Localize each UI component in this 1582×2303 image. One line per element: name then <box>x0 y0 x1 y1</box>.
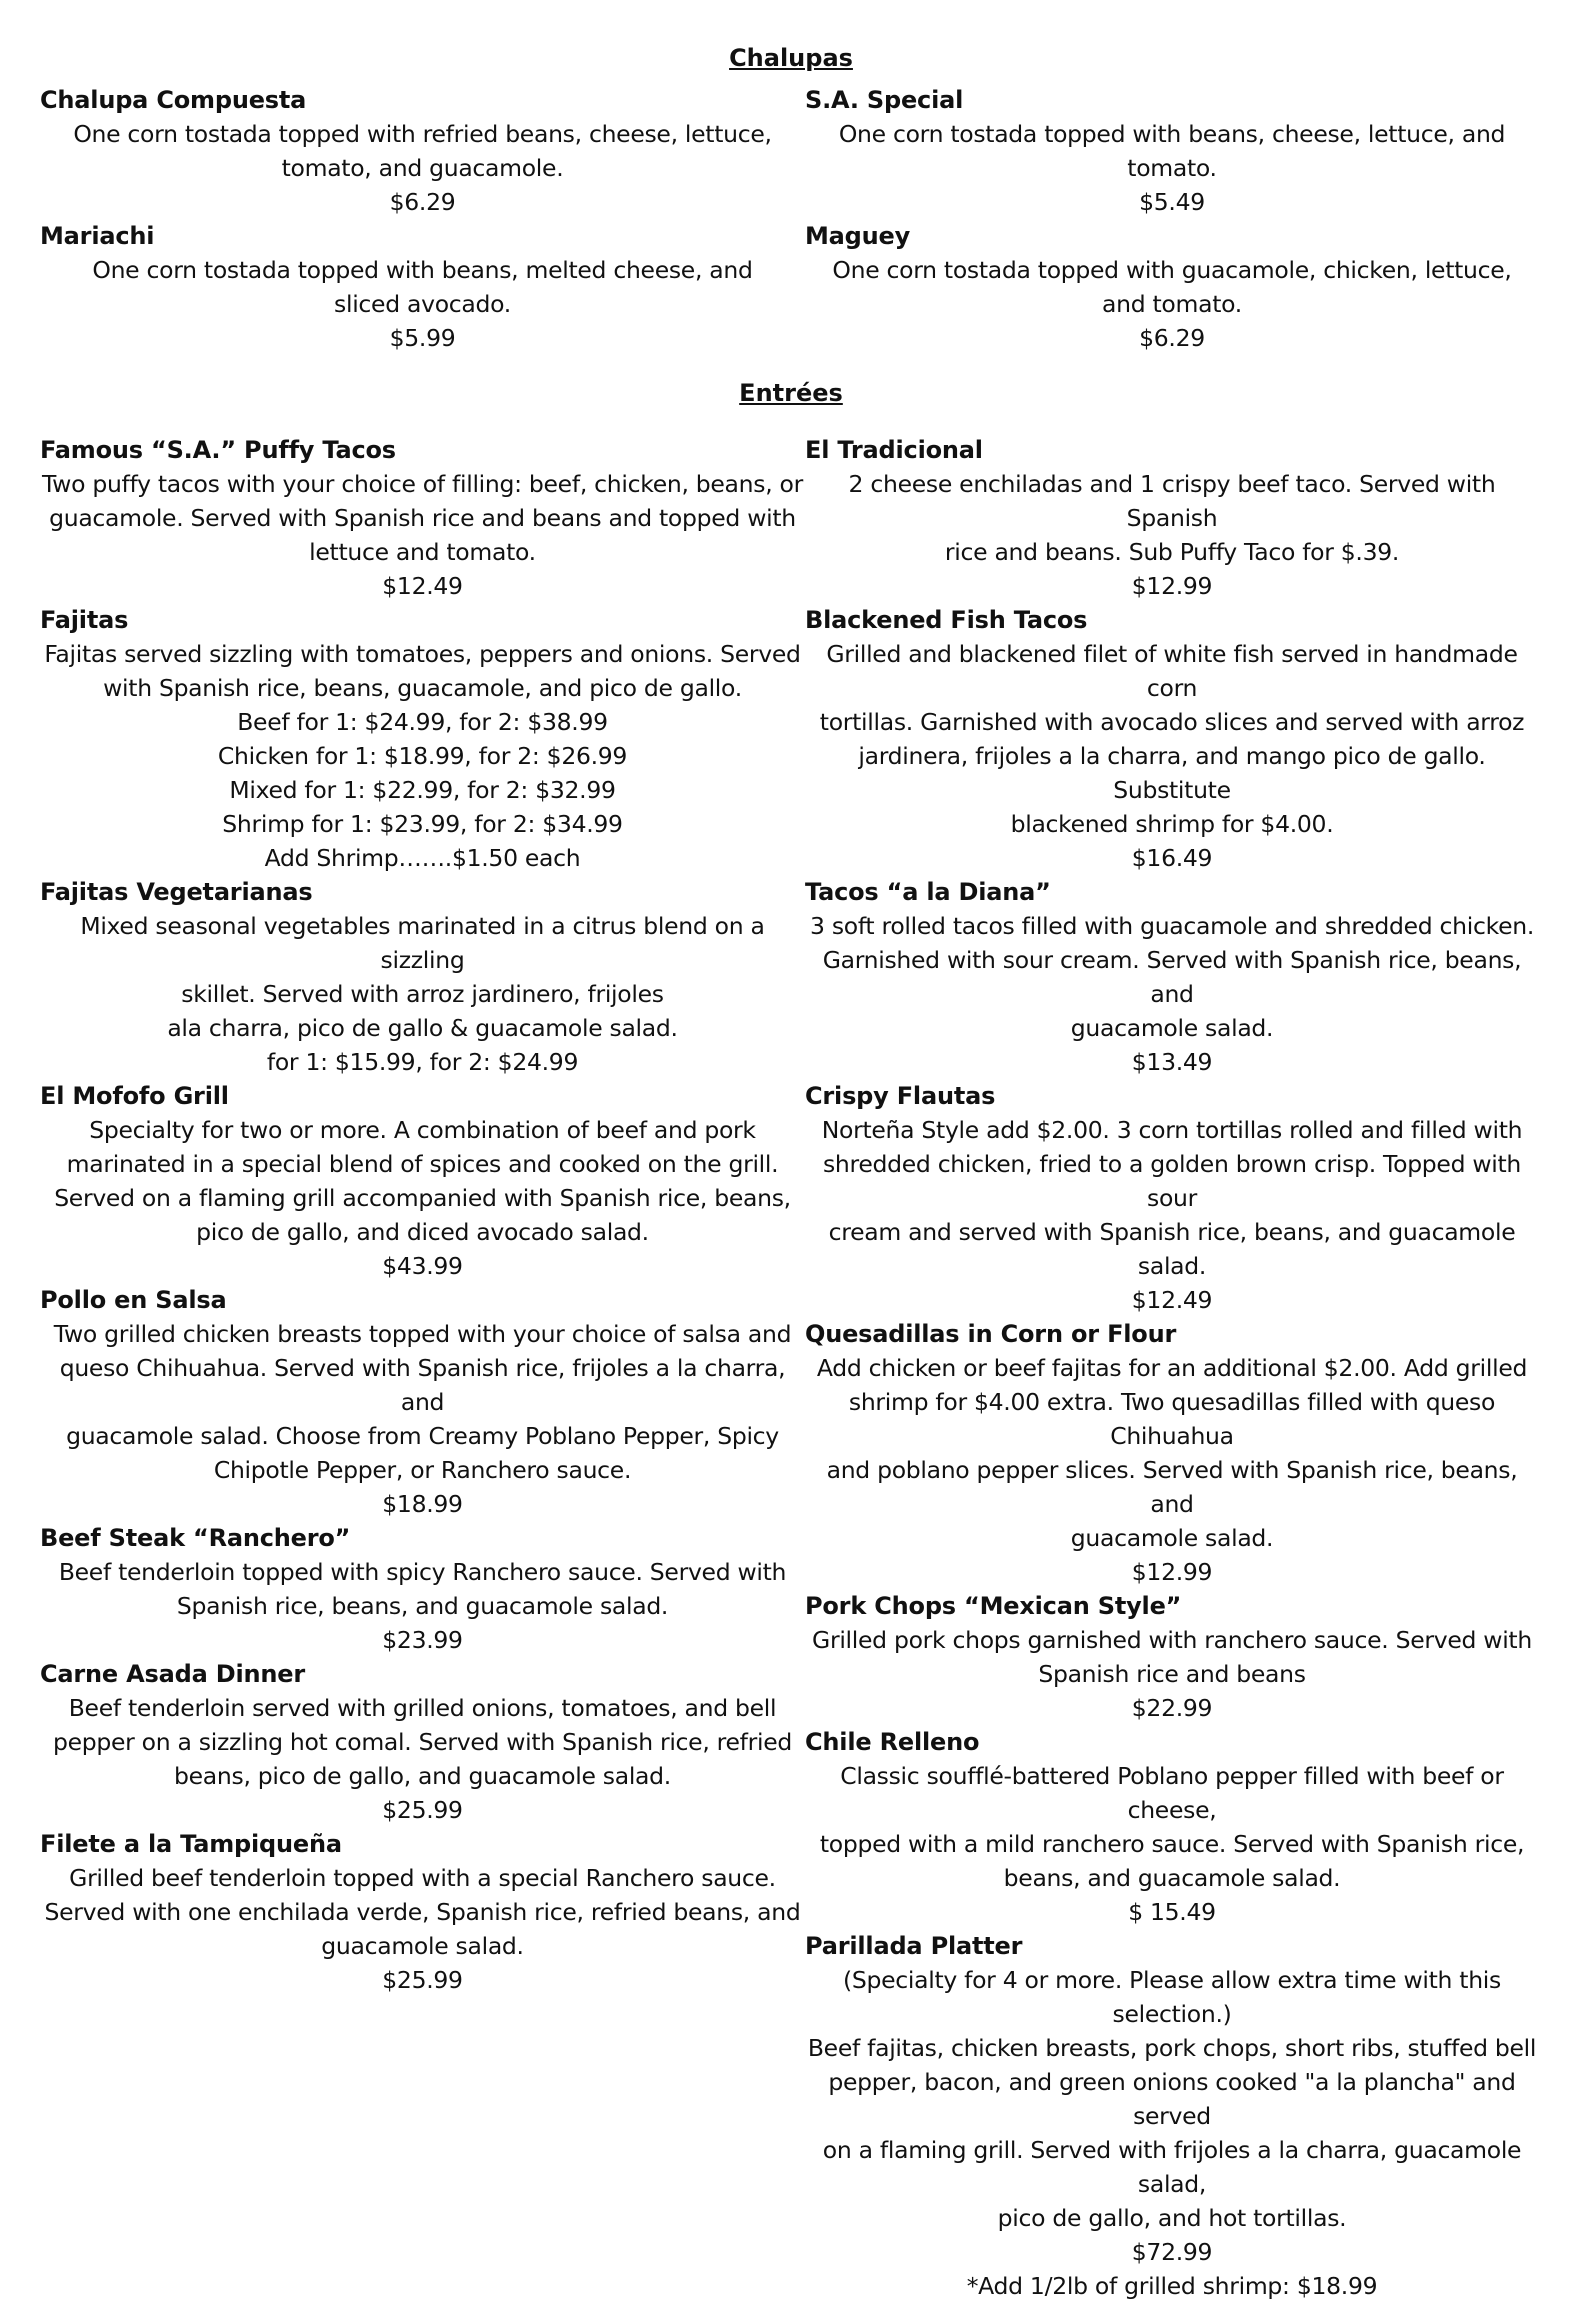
description-line: Grilled beef tenderloin topped with a special Ranchero sauce. <box>69 1864 776 1892</box>
description-line: Grilled pork chops garnished with ranchero sauce. Served with <box>812 1626 1532 1654</box>
description-line: cream and served with Spanish rice, beans, and guacamole salad. <box>828 1218 1516 1280</box>
description-line: queso Chihuahua. Served with Spanish rice, frijoles a la charra, and <box>59 1354 786 1416</box>
description-line: beans, pico de gallo, and guacamole salad. <box>174 1762 671 1790</box>
menu-item-price: $18.99 <box>382 1490 463 1518</box>
description-line: Two grilled chicken breasts topped with your choice of salsa and <box>53 1320 792 1348</box>
menu-item-name: Famous “S.A.” Puffy Tacos <box>40 436 396 464</box>
menu-item <box>40 219 805 355</box>
menu-item-name: Pollo en Salsa <box>40 1286 227 1314</box>
description-line: Norteña Style add $2.00. 3 corn tortillas rolled and filled with <box>821 1116 1523 1144</box>
menu-item <box>805 1317 1539 1589</box>
description-line: Mixed seasonal vegetables marinated in a citrus blend on a sizzling <box>80 912 765 974</box>
description-line: ala charra, pico de gallo & guacamole salad. <box>167 1014 678 1042</box>
menu-item-price: $22.99 <box>1131 1694 1213 1722</box>
menu-item-price: $72.99 <box>1131 2238 1213 2266</box>
menu-item-price: *Add 1/2lb of grilled shrimp: $18.99 <box>966 2272 1378 2300</box>
menu-item-name: El Mofofo Grill <box>40 1082 229 1110</box>
description-line: and tomato. <box>1102 290 1242 318</box>
description-line: One corn tostada topped with guacamole, chicken, lettuce, <box>832 256 1512 284</box>
menu-item-price: $5.49 <box>1139 188 1205 216</box>
menu-item-price: for 1: $15.99, for 2: $24.99 <box>266 1048 579 1076</box>
description-line: sliced avocado. <box>334 290 511 318</box>
description-line: tortillas. Garnished with avocado slices and served with arroz <box>819 708 1525 736</box>
menu-item <box>40 603 805 875</box>
description-line: Classic soufflé-battered Poblano pepper filled with beef or cheese, <box>840 1762 1504 1824</box>
menu-item-name: Carne Asada Dinner <box>40 1660 305 1688</box>
chalupas-left-column <box>40 83 805 355</box>
description-line: with Spanish rice, beans, guacamole, and pico de gallo. <box>103 674 742 702</box>
menu-item <box>805 1079 1539 1317</box>
menu-item-name: Crispy Flautas <box>805 1082 996 1110</box>
description-line: blackened shrimp for $4.00. <box>1010 810 1334 838</box>
description-line: Served on a flaming grill accompanied with Spanish rice, beans, <box>54 1184 791 1212</box>
menu-item-name: S.A. Special <box>805 86 964 114</box>
menu-item <box>805 1929 1539 2303</box>
menu-item-price: $6.29 <box>1139 324 1205 352</box>
menu-item-description <box>40 1691 805 1793</box>
menu-item-name: Pork Chops “Mexican Style” <box>805 1592 1182 1620</box>
menu-item-price: $25.99 <box>382 1796 463 1824</box>
menu-item-description <box>805 1963 1539 2235</box>
description-line: Specialty for two or more. A combination of beef and pork <box>89 1116 756 1144</box>
description-line: skillet. Served with arroz jardinero, frijoles <box>181 980 664 1008</box>
description-line: guacamole salad. <box>321 1932 524 1960</box>
description-line: and poblano pepper slices. Served with Spanish rice, beans, and <box>826 1456 1518 1518</box>
menu-item-price: $6.29 <box>389 188 456 216</box>
menu-item-description <box>805 1351 1539 1555</box>
menu-item-description <box>40 253 805 321</box>
menu-item-description <box>805 909 1539 1045</box>
description-line: guacamole salad. <box>1070 1524 1274 1552</box>
menu-item-name: Parillada Platter <box>805 1932 1023 1960</box>
menu-item <box>805 875 1539 1079</box>
description-line: Spanish rice, beans, and guacamole salad. <box>176 1592 669 1620</box>
description-line: Beef tenderloin topped with spicy Ranchero sauce. Served with <box>58 1558 787 1586</box>
menu-item-name: Quesadillas in Corn or Flour <box>805 1320 1177 1348</box>
menu-item-description <box>40 637 805 705</box>
description-line: shrimp for $4.00 extra. Two quesadillas filled with queso Chihuahua <box>848 1388 1496 1450</box>
menu-item-name: Beef Steak “Ranchero” <box>40 1524 351 1552</box>
menu-item-price: $12.49 <box>1131 1286 1213 1314</box>
menu-item-description <box>40 1555 805 1623</box>
menu-item-description <box>805 1759 1539 1895</box>
menu-item-description <box>40 1113 805 1249</box>
description-line: rice and beans. Sub Puffy Taco for $.39. <box>944 538 1400 566</box>
description-line: One corn tostada topped with beans, cheese, lettuce, and <box>838 120 1506 148</box>
menu-item-description <box>40 909 805 1045</box>
menu-item-description <box>805 1113 1539 1283</box>
menu-item <box>40 1827 805 1997</box>
menu-item <box>40 433 805 603</box>
menu-item-name: Fajitas <box>40 606 129 634</box>
description-line: One corn tostada topped with refried beans, cheese, lettuce, <box>73 120 772 148</box>
description-line: pico de gallo, and hot tortillas. <box>997 2204 1347 2232</box>
description-line: pepper on a sizzling hot comal. Served with Spanish rice, refried <box>52 1728 793 1756</box>
menu-item-price: $12.99 <box>1131 1558 1213 1586</box>
description-line: Fajitas served sizzling with tomatoes, peppers and onions. Served <box>44 640 801 668</box>
menu-item-description <box>805 253 1539 321</box>
menu-item-price: $23.99 <box>382 1626 463 1654</box>
description-line: beans, and guacamole salad. <box>1003 1864 1341 1892</box>
menu-item-name: Tacos “a la Diana” <box>805 878 1051 906</box>
description-line: tomato, and guacamole. <box>281 154 564 182</box>
menu-item-price: Add Shrimp…….$1.50 each <box>264 844 581 872</box>
menu-item <box>40 1079 805 1283</box>
description-line: Grilled and blackened filet of white fish served in handmade corn <box>826 640 1518 702</box>
menu-item <box>805 433 1539 603</box>
menu-item-description <box>40 1317 805 1487</box>
description-line: on a flaming grill. Served with frijoles a la charra, guacamole salad, <box>822 2136 1522 2198</box>
description-line: jardinera, frijoles a la charra, and mango pico de gallo. Substitute <box>858 742 1486 804</box>
menu-item-price: $16.49 <box>1131 844 1213 872</box>
menu-item <box>805 83 1539 219</box>
menu-item-name: Maguey <box>805 222 911 250</box>
description-line: Garnished with sour cream. Served with Spanish rice, beans, and <box>822 946 1522 1008</box>
description-line: pepper, bacon, and green onions cooked "a la plancha" and served <box>828 2068 1516 2130</box>
menu-item <box>40 875 805 1079</box>
entrees-heading: Entrées <box>739 379 843 407</box>
menu-item <box>805 1725 1539 1929</box>
menu-item-price: $25.99 <box>382 1966 463 1994</box>
menu-item-price: $43.99 <box>382 1252 463 1280</box>
menu-item <box>40 1521 805 1657</box>
chalupas-heading: Chalupas <box>729 44 853 72</box>
menu-item-price: Chicken for 1: $18.99, for 2: $26.99 <box>217 742 628 770</box>
description-line: guacamole salad. Choose from Creamy Poblano Pepper, Spicy <box>66 1422 779 1450</box>
menu-item-name: Chalupa Compuesta <box>40 86 307 114</box>
menu-item-description <box>805 467 1539 569</box>
description-line: tomato. <box>1127 154 1217 182</box>
menu-item-description <box>40 1861 805 1963</box>
menu-item-name: Chile Relleno <box>805 1728 980 1756</box>
menu-item <box>40 1283 805 1521</box>
menu-item <box>805 219 1539 355</box>
menu-item-name: Blackened Fish Tacos <box>805 606 1088 634</box>
entrees-left-column <box>40 433 805 1997</box>
menu-item <box>40 1657 805 1827</box>
description-line: pico de gallo, and diced avocado salad. <box>196 1218 649 1246</box>
description-line: marinated in a special blend of spices and cooked on the grill. <box>66 1150 779 1178</box>
menu-item-price: $13.49 <box>1131 1048 1213 1076</box>
menu-item-description <box>805 117 1539 185</box>
description-line: One corn tostada topped with beans, melted cheese, and <box>92 256 753 284</box>
menu-item-name: Mariachi <box>40 222 155 250</box>
menu-item-price: $12.99 <box>1131 572 1213 600</box>
menu-item-price: Shrimp for 1: $23.99, for 2: $34.99 <box>222 810 623 838</box>
description-line: 3 soft rolled tacos filled with guacamole and shredded chicken. <box>810 912 1534 940</box>
description-line: topped with a mild ranchero sauce. Served with Spanish rice, <box>819 1830 1525 1858</box>
entrees-right-column <box>805 433 1539 2303</box>
description-line: Spanish rice and beans <box>1038 1660 1306 1688</box>
menu-item-description <box>40 467 805 569</box>
menu-item-price: $5.99 <box>389 324 456 352</box>
description-line: Beef fajitas, chicken breasts, pork chops, short ribs, stuffed bell <box>807 2034 1537 2062</box>
description-line: 2 cheese enchiladas and 1 crispy beef taco. Served with Spanish <box>848 470 1496 532</box>
menu-item-description <box>805 637 1539 841</box>
description-line: Beef tenderloin served with grilled onions, tomatoes, and bell <box>68 1694 777 1722</box>
menu-item-name: Filete a la Tampiqueña <box>40 1830 342 1858</box>
description-line: guacamole salad. <box>1070 1014 1274 1042</box>
menu-item <box>805 1589 1539 1725</box>
menu-item-price: $ 15.49 <box>1128 1898 1216 1926</box>
menu-item-price: Mixed for 1: $22.99, for 2: $32.99 <box>229 776 616 804</box>
description-line: Chipotle Pepper, or Ranchero sauce. <box>213 1456 632 1484</box>
description-line: (Specialty for 4 or more. Please allow extra time with this selection.) <box>843 1966 1501 2028</box>
menu-item-description <box>40 117 805 185</box>
description-line: Served with one enchilada verde, Spanish rice, refried beans, and <box>44 1898 801 1926</box>
description-line: guacamole. Served with Spanish rice and beans and topped with <box>49 504 796 532</box>
menu-item-description <box>805 1623 1539 1691</box>
menu-item-price: $12.49 <box>382 572 463 600</box>
description-line: shredded chicken, fried to a golden brown crisp. Topped with sour <box>822 1150 1522 1212</box>
menu-item-name: El Tradicional <box>805 436 983 464</box>
description-line: Add chicken or beef fajitas for an additional $2.00. Add grilled <box>816 1354 1528 1382</box>
description-line: Two puffy tacos with your choice of filling: beef, chicken, beans, or <box>42 470 803 498</box>
chalupas-right-column <box>805 83 1539 355</box>
description-line: lettuce and tomato. <box>309 538 536 566</box>
menu-item-price: Beef for 1: $24.99, for 2: $38.99 <box>237 708 608 736</box>
menu-item <box>805 603 1539 875</box>
menu-item <box>40 83 805 219</box>
menu-item-name: Fajitas Vegetarianas <box>40 878 313 906</box>
